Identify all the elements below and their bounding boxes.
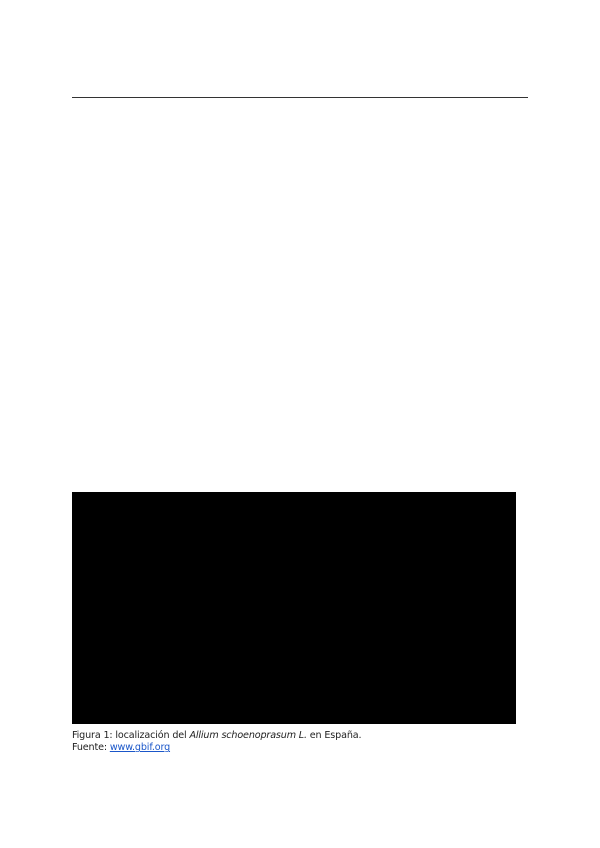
menorca-island bbox=[430, 606, 438, 611]
caption-text: Figura 1: localización del bbox=[72, 730, 190, 741]
caption-text: en España. bbox=[306, 730, 362, 741]
iberia-map-svg bbox=[72, 492, 516, 724]
caption-source-link[interactable]: www.gbif.org bbox=[109, 742, 171, 754]
caption-line bbox=[72, 730, 532, 742]
caption-source-label: Fuente: bbox=[72, 742, 110, 754]
distribution-map bbox=[72, 492, 516, 724]
title-underline bbox=[72, 97, 528, 98]
figure-caption bbox=[72, 730, 532, 755]
document-body bbox=[72, 124, 532, 161]
caption-source bbox=[72, 742, 532, 754]
ibiza-island bbox=[393, 622, 400, 627]
mallorca-island bbox=[411, 612, 425, 620]
caption-species: Allium schoenoprasum L. bbox=[189, 730, 307, 741]
